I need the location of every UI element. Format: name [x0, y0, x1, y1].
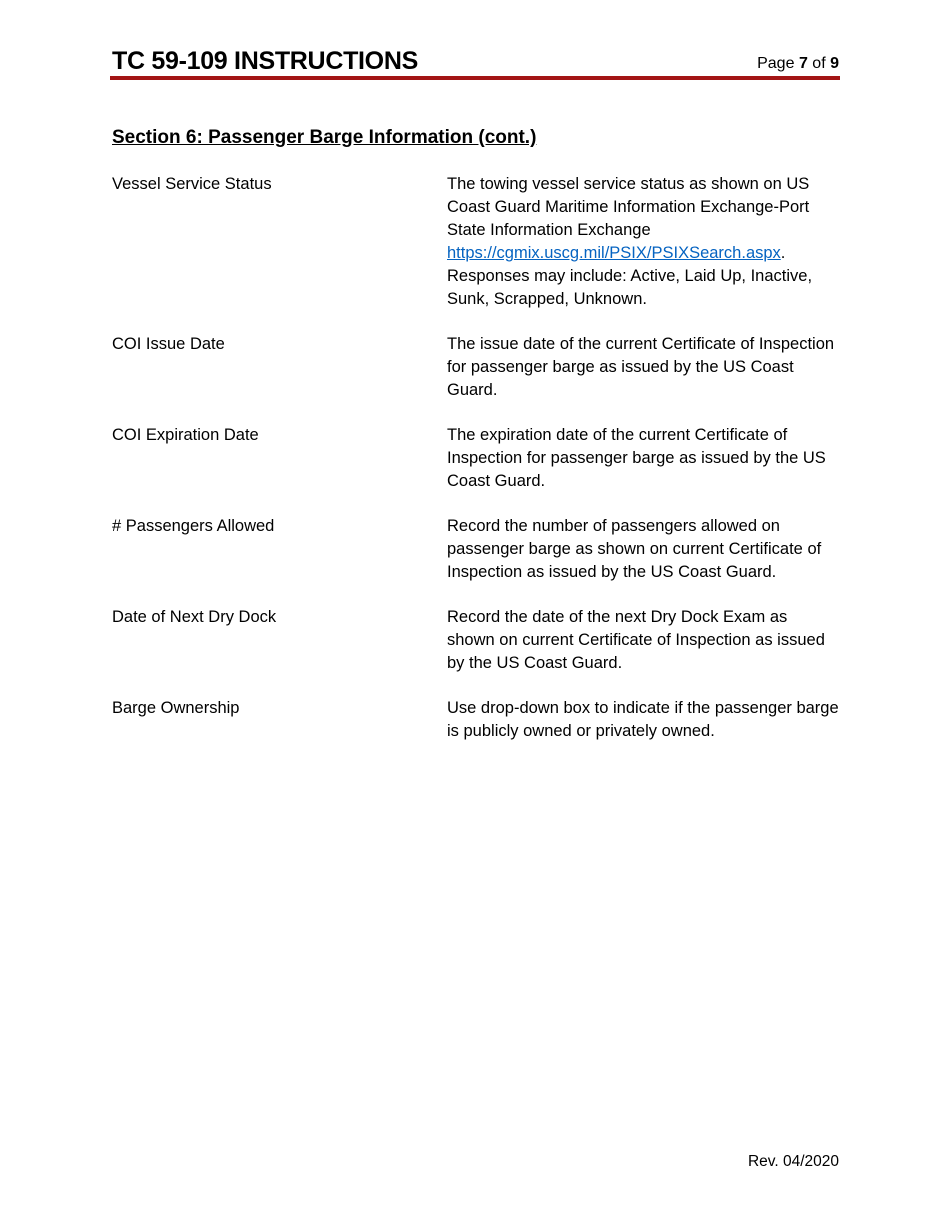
page-current: 7: [798, 55, 808, 72]
description-text: The towing vessel service status as shown on US Coast Guard Maritime Information Exchange-Port State Information Exchange: [447, 175, 810, 239]
description-text: . Responses may include: Active, Laid Up, Inactive, Sunk, Scrapped, Unknown.: [447, 244, 813, 308]
page-header: [112, 46, 839, 80]
field-row-next-dry-dock: [112, 606, 839, 675]
field-description: The expiration date of the current Certificate of Inspection for passenger barge as issued by the US Coast Guard.: [447, 426, 826, 490]
revision-footer: Rev. 04/2020: [747, 1153, 839, 1170]
field-label: COI Issue Date: [112, 335, 225, 353]
field-description: [447, 173, 839, 311]
page-total: 9: [830, 55, 839, 72]
field-row-coi-expiration-date: [112, 424, 839, 493]
field-row-barge-ownership: [112, 697, 839, 743]
field-description: Use drop-down box to indicate if the passenger barge is publicly owned or privately owned.: [447, 699, 839, 740]
field-list: [112, 173, 839, 765]
header-divider: [110, 76, 840, 80]
field-label: # Passengers Allowed: [112, 517, 275, 535]
field-row-coi-issue-date: [112, 333, 839, 402]
page-of: of: [812, 55, 826, 72]
field-label: Barge Ownership: [112, 699, 240, 717]
field-label: Date of Next Dry Dock: [112, 608, 277, 626]
document-title: TC 59-109 INSTRUCTIONS: [112, 47, 418, 75]
field-row-passengers-allowed: [112, 515, 839, 584]
field-description: Record the date of the next Dry Dock Exam as shown on current Certificate of Inspection as issued by the US Coast Guard.: [447, 608, 825, 672]
field-row-vessel-service-status: [112, 173, 839, 311]
field-label: COI Expiration Date: [112, 426, 259, 444]
page-prefix: Page: [757, 55, 795, 72]
section-title: Section 6: Passenger Barge Information (cont.): [112, 127, 537, 148]
field-label: Vessel Service Status: [112, 175, 272, 193]
field-description: The issue date of the current Certificate of Inspection for passenger barge as issued by the US Coast Guard.: [447, 335, 835, 399]
field-description: Record the number of passengers allowed on passenger barge as shown on current Certificate of Inspection as issued by the US Coast Guard.: [447, 517, 822, 581]
psix-search-link[interactable]: https://cgmix.uscg.mil/PSIX/PSIXSearch.aspx: [447, 244, 781, 262]
page-number: [757, 54, 839, 74]
